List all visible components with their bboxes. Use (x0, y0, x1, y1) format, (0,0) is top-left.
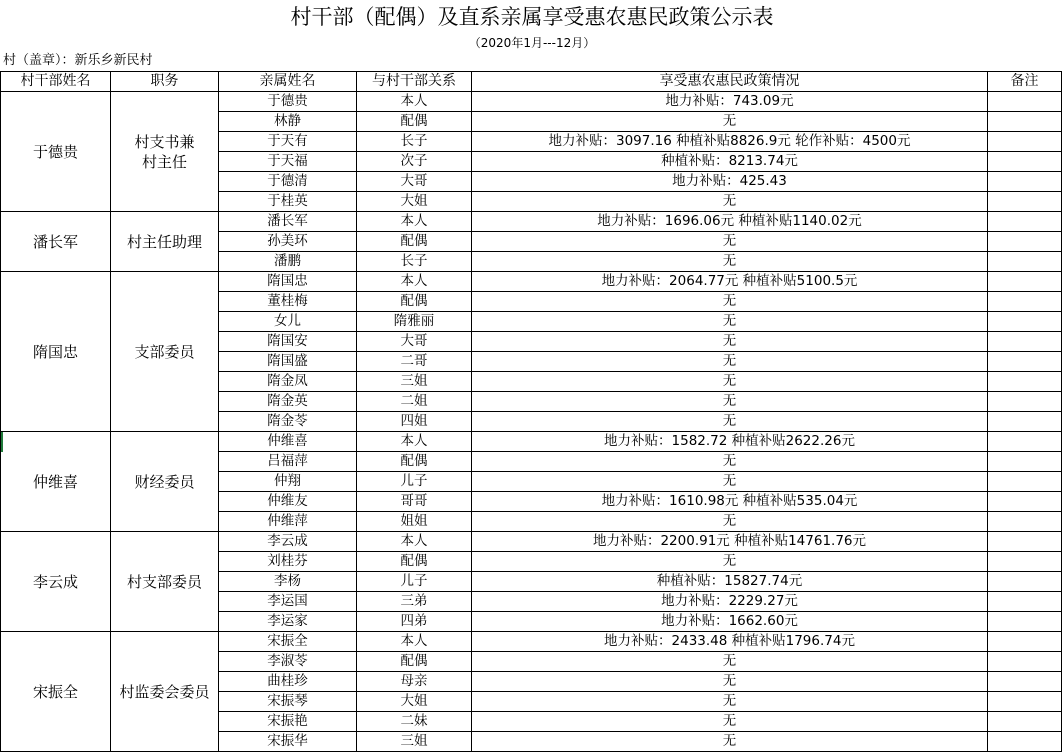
cadre-name-cell[interactable]: 潘长军 (1, 212, 111, 272)
cadre-name-cell[interactable]: 仲维喜 (1, 432, 111, 532)
relation-cell[interactable]: 二姐 (357, 392, 472, 412)
policy-cell[interactable]: 种植补贴：15827.74元 (472, 572, 988, 592)
relation-cell[interactable]: 三姐 (357, 372, 472, 392)
table-row (1, 272, 1062, 292)
remarks-cell[interactable] (988, 612, 1062, 632)
table-row (1, 432, 1062, 452)
relation-cell[interactable]: 三弟 (357, 592, 472, 612)
table-header-row (1, 72, 1062, 92)
relative-name-cell[interactable]: 于桂英 (219, 192, 357, 212)
policy-cell[interactable]: 种植补贴：8213.74元 (472, 152, 988, 172)
policy-cell[interactable]: 无 (472, 232, 988, 252)
period-subtitle: （2020年1月---12月） (468, 36, 596, 50)
table-row (1, 92, 1062, 112)
relation-cell[interactable]: 配偶 (357, 232, 472, 252)
remarks-cell[interactable] (988, 332, 1062, 352)
relation-cell[interactable]: 配偶 (357, 552, 472, 572)
table-row (1, 212, 1062, 232)
relative-name-cell[interactable]: 隋国忠 (219, 272, 357, 292)
remarks-cell[interactable] (988, 592, 1062, 612)
relation-cell[interactable]: 配偶 (357, 652, 472, 672)
relation-cell[interactable]: 姐姐 (357, 512, 472, 532)
sheet-title: 村干部（配偶）及直系亲属享受惠农惠民政策公示表 (290, 5, 774, 29)
policy-cell[interactable]: 地力补贴：2433.48 种植补贴1796.74元 (472, 632, 988, 652)
relation-cell[interactable]: 本人 (357, 532, 472, 552)
relative-name-cell[interactable]: 李运国 (219, 592, 357, 612)
relation-cell[interactable]: 大姐 (357, 692, 472, 712)
policy-cell[interactable]: 无 (472, 312, 988, 332)
relation-cell[interactable]: 配偶 (357, 112, 472, 132)
remarks-cell[interactable] (988, 472, 1062, 492)
relation-cell[interactable]: 大姐 (357, 192, 472, 212)
relative-name-cell[interactable]: 李运家 (219, 612, 357, 632)
relative-name-cell[interactable]: 李淑苓 (219, 652, 357, 672)
policy-cell[interactable]: 无 (472, 732, 988, 752)
relative-name-cell[interactable]: 隋金苓 (219, 412, 357, 432)
village-label: 村（盖章）：新乐乡新民村 (3, 53, 153, 68)
relation-cell[interactable]: 大哥 (357, 172, 472, 192)
relation-cell[interactable]: 长子 (357, 252, 472, 272)
relative-name-cell[interactable]: 潘长军 (219, 212, 357, 232)
remarks-cell[interactable] (988, 132, 1062, 152)
relative-name-cell[interactable]: 宋振华 (219, 732, 357, 752)
relative-name-cell[interactable]: 隋金英 (219, 392, 357, 412)
remarks-cell[interactable] (988, 732, 1062, 752)
cadre-name-cell[interactable]: 宋振全 (1, 632, 111, 752)
position-cell[interactable]: 支部委员 (111, 272, 219, 432)
relative-name-cell[interactable]: 董桂梅 (219, 292, 357, 312)
remarks-cell[interactable] (988, 572, 1062, 592)
policy-cell[interactable]: 无 (472, 112, 988, 132)
header-relation[interactable]: 与村干部关系 (357, 72, 472, 92)
header-relative-name[interactable]: 亲属姓名 (219, 72, 357, 92)
policy-cell[interactable]: 无 (472, 652, 988, 672)
policy-cell[interactable]: 地力补贴：1582.72 种植补贴2622.26元 (472, 432, 988, 452)
policy-cell[interactable]: 无 (472, 372, 988, 392)
header-policy[interactable]: 享受惠农惠民政策情况 (472, 72, 988, 92)
policy-cell[interactable]: 无 (472, 512, 988, 532)
policy-cell[interactable]: 无 (472, 472, 988, 492)
relative-name-cell[interactable]: 女儿 (219, 312, 357, 332)
relative-name-cell[interactable]: 于天有 (219, 132, 357, 152)
position-cell[interactable]: 财经委员 (111, 432, 219, 532)
relative-name-cell[interactable]: 宋振艳 (219, 712, 357, 732)
relative-name-cell[interactable]: 于天福 (219, 152, 357, 172)
relation-cell[interactable]: 长子 (357, 132, 472, 152)
relation-cell[interactable]: 本人 (357, 272, 472, 292)
remarks-cell[interactable] (988, 192, 1062, 212)
remarks-cell[interactable] (988, 392, 1062, 412)
relative-name-cell[interactable]: 仲维萍 (219, 512, 357, 532)
relative-name-cell[interactable]: 吕福萍 (219, 452, 357, 472)
remarks-cell[interactable] (988, 272, 1062, 292)
policy-cell[interactable]: 无 (472, 552, 988, 572)
relation-cell[interactable]: 本人 (357, 632, 472, 652)
relation-cell[interactable]: 哥哥 (357, 492, 472, 512)
remarks-cell[interactable] (988, 672, 1062, 692)
policy-cell[interactable]: 无 (472, 192, 988, 212)
relation-cell[interactable]: 母亲 (357, 672, 472, 692)
relation-cell[interactable]: 四弟 (357, 612, 472, 632)
relative-name-cell[interactable]: 潘鹏 (219, 252, 357, 272)
relation-cell[interactable]: 三姐 (357, 732, 472, 752)
policy-cell[interactable]: 地力补贴：2229.27元 (472, 592, 988, 612)
relation-cell[interactable]: 本人 (357, 212, 472, 232)
policy-cell[interactable]: 无 (472, 292, 988, 312)
remarks-cell[interactable] (988, 232, 1062, 252)
relation-cell[interactable]: 配偶 (357, 292, 472, 312)
cadre-name-cell[interactable]: 于德贵 (1, 92, 111, 212)
position-cell[interactable]: 村支部委员 (111, 532, 219, 632)
remarks-cell[interactable] (988, 252, 1062, 272)
cadre-name-cell[interactable]: 隋国忠 (1, 272, 111, 432)
relative-name-cell[interactable]: 隋金凤 (219, 372, 357, 392)
policy-table (0, 71, 1062, 752)
position-cell[interactable]: 村支书兼村主任 (111, 92, 219, 212)
relative-name-cell[interactable]: 李云成 (219, 532, 357, 552)
relation-cell[interactable]: 本人 (357, 432, 472, 452)
relation-cell[interactable]: 大哥 (357, 332, 472, 352)
remarks-cell[interactable] (988, 492, 1062, 512)
remarks-cell[interactable] (988, 512, 1062, 532)
policy-cell[interactable]: 无 (472, 452, 988, 472)
relative-name-cell[interactable]: 李杨 (219, 572, 357, 592)
remarks-cell[interactable] (988, 152, 1062, 172)
relative-name-cell[interactable]: 仲维友 (219, 492, 357, 512)
remarks-cell[interactable] (988, 92, 1062, 112)
policy-cell[interactable]: 无 (472, 692, 988, 712)
relative-name-cell[interactable]: 宋振琴 (219, 692, 357, 712)
relation-cell[interactable]: 二哥 (357, 352, 472, 372)
remarks-cell[interactable] (988, 312, 1062, 332)
relative-name-cell[interactable]: 仲维喜 (219, 432, 357, 452)
policy-cell[interactable]: 地力补贴：3097.16 种植补贴8826.9元 轮作补贴：4500元 (472, 132, 988, 152)
remarks-cell[interactable] (988, 112, 1062, 132)
table-row (1, 632, 1062, 652)
policy-cell[interactable]: 地力补贴：1662.60元 (472, 612, 988, 632)
remarks-cell[interactable] (988, 292, 1062, 312)
policy-cell[interactable]: 无 (472, 332, 988, 352)
policy-cell[interactable]: 地力补贴：1696.06元 种植补贴1140.02元 (472, 212, 988, 232)
remarks-cell[interactable] (988, 652, 1062, 672)
policy-cell[interactable]: 无 (472, 712, 988, 732)
remarks-cell[interactable] (988, 212, 1062, 232)
relation-cell[interactable]: 四姐 (357, 412, 472, 432)
policy-cell[interactable]: 地力补贴：425.43 (472, 172, 988, 192)
policy-cell[interactable]: 地力补贴：743.09元 (472, 92, 988, 112)
header-remarks[interactable]: 备注 (988, 72, 1062, 92)
relative-name-cell[interactable]: 仲翔 (219, 472, 357, 492)
remarks-cell[interactable] (988, 452, 1062, 472)
relative-name-cell[interactable]: 隋国安 (219, 332, 357, 352)
remarks-cell[interactable] (988, 712, 1062, 732)
relation-cell[interactable]: 隋雅丽 (357, 312, 472, 332)
table-row (1, 532, 1062, 552)
relative-name-cell[interactable]: 刘桂芬 (219, 552, 357, 572)
policy-cell[interactable]: 无 (472, 252, 988, 272)
relative-name-cell[interactable]: 于德清 (219, 172, 357, 192)
policy-cell[interactable]: 地力补贴：1610.98元 种植补贴535.04元 (472, 492, 988, 512)
relative-name-cell[interactable]: 宋振全 (219, 632, 357, 652)
policy-cell[interactable]: 无 (472, 352, 988, 372)
remarks-cell[interactable] (988, 352, 1062, 372)
policy-cell[interactable]: 地力补贴：2200.91元 种植补贴14761.76元 (472, 532, 988, 552)
remarks-cell[interactable] (988, 692, 1062, 712)
relation-cell[interactable]: 次子 (357, 152, 472, 172)
header-position[interactable]: 职务 (111, 72, 219, 92)
relative-name-cell[interactable]: 曲桂珍 (219, 672, 357, 692)
policy-cell[interactable]: 无 (472, 672, 988, 692)
relation-cell[interactable]: 本人 (357, 92, 472, 112)
position-cell[interactable]: 村主任助理 (111, 212, 219, 272)
relation-cell[interactable]: 儿子 (357, 572, 472, 592)
remarks-cell[interactable] (988, 632, 1062, 652)
relation-cell[interactable]: 儿子 (357, 472, 472, 492)
relative-name-cell[interactable]: 隋国盛 (219, 352, 357, 372)
remarks-cell[interactable] (988, 412, 1062, 432)
relative-name-cell[interactable]: 于德贵 (219, 92, 357, 112)
remarks-cell[interactable] (988, 172, 1062, 192)
relation-cell[interactable]: 配偶 (357, 452, 472, 472)
relative-name-cell[interactable]: 林静 (219, 112, 357, 132)
relative-name-cell[interactable]: 孙美环 (219, 232, 357, 252)
remarks-cell[interactable] (988, 532, 1062, 552)
policy-cell[interactable]: 地力补贴：2064.77元 种植补贴5100.5元 (472, 272, 988, 292)
remarks-cell[interactable] (988, 552, 1062, 572)
remarks-cell[interactable] (988, 372, 1062, 392)
policy-cell[interactable]: 无 (472, 412, 988, 432)
relation-cell[interactable]: 二妹 (357, 712, 472, 732)
remarks-cell[interactable] (988, 432, 1062, 452)
policy-cell[interactable]: 无 (472, 392, 988, 412)
header-cadre-name[interactable]: 村干部姓名 (1, 72, 111, 92)
position-cell[interactable]: 村监委会委员 (111, 632, 219, 752)
cadre-name-cell[interactable]: 李云成 (1, 532, 111, 632)
